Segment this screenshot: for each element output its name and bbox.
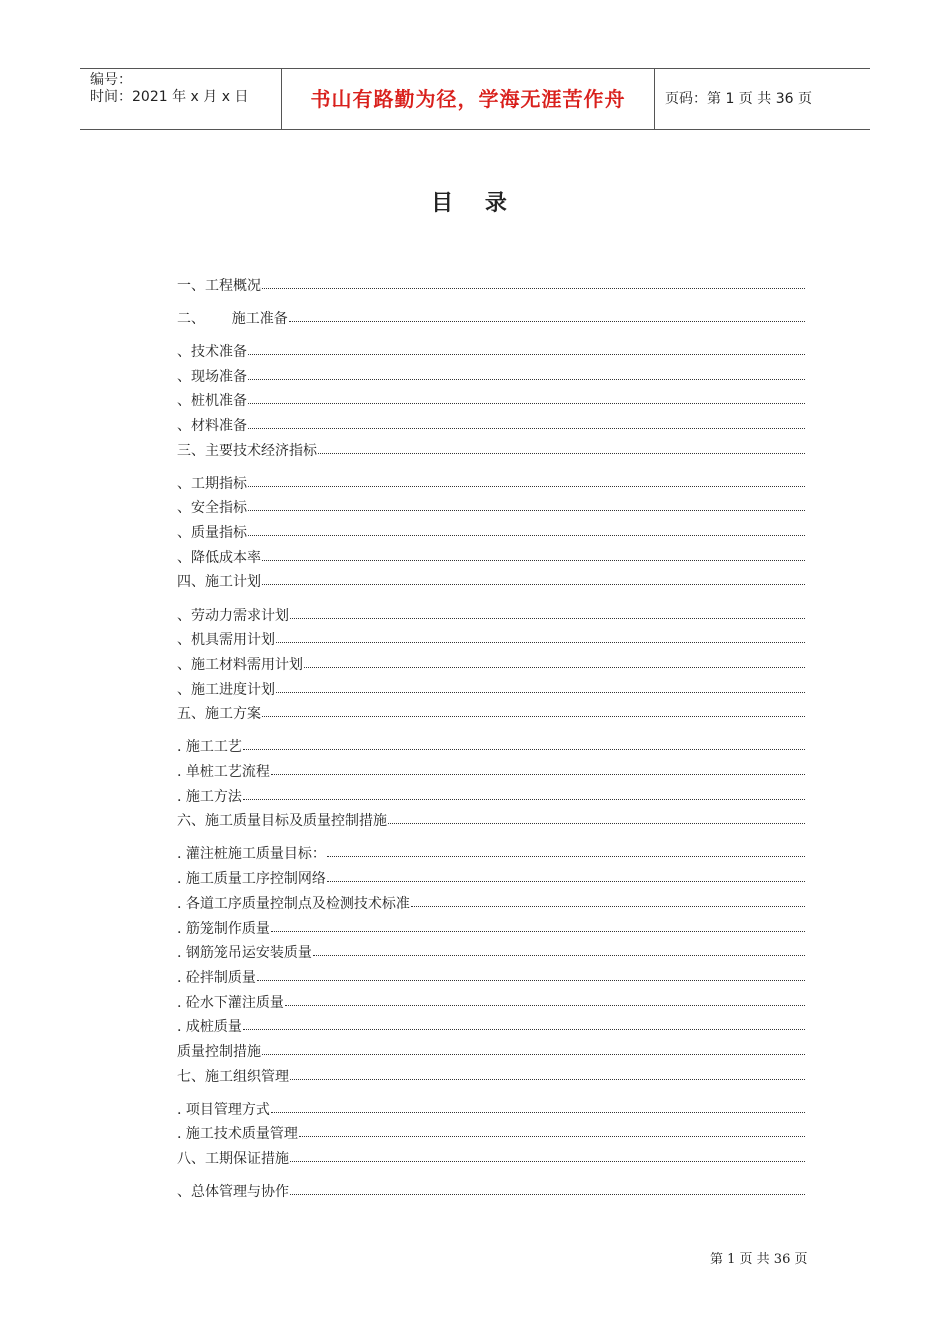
toc-entry[interactable] (177, 270, 805, 295)
toc-entry[interactable] (177, 1012, 805, 1037)
toc-entry[interactable] (177, 468, 805, 493)
toc-entry-text: 八、工期保证措施 (177, 1151, 289, 1168)
toc-leader-dots (271, 1111, 805, 1113)
toc-entry[interactable] (177, 863, 805, 888)
toc-leader-dots (313, 954, 805, 956)
toc-entry-text: . 成桩质量 (177, 1019, 242, 1036)
toc-entry-text: 、机具需用计划 (177, 632, 275, 649)
toc-entry[interactable] (177, 517, 805, 542)
toc-entry-text: . 砼水下灌注质量 (177, 994, 284, 1011)
toc-entry[interactable] (177, 1177, 805, 1202)
toc-leader-dots (299, 1135, 805, 1137)
toc-entry-text: . 施工工艺 (177, 739, 242, 756)
toc-entry[interactable] (177, 1094, 805, 1119)
toc-leader-dots (248, 509, 805, 511)
toc-entry-text: 五、施工方案 (177, 706, 261, 723)
toc-leader-dots (290, 1078, 805, 1080)
toc-entry[interactable] (177, 938, 805, 963)
toc-entry[interactable] (177, 386, 805, 411)
toc-entry-text: 三、主要技术经济指标 (177, 442, 317, 459)
number-label: 编号： (90, 72, 132, 88)
toc-entry[interactable] (177, 435, 805, 460)
toc-entry[interactable] (177, 913, 805, 938)
toc-leader-dots (327, 855, 805, 857)
toc-leader-dots (411, 905, 805, 907)
toc-entry[interactable] (177, 699, 805, 724)
toc-entry-text: 、材料准备 (177, 417, 247, 434)
toc-entry[interactable] (177, 781, 805, 806)
toc-entry-text: 、施工进度计划 (177, 681, 275, 698)
toc-entry-text: . 钢筋笼吊运安装质量 (177, 945, 312, 962)
toc-leader-dots (290, 617, 805, 619)
toc-entry[interactable] (177, 303, 805, 328)
toc-leader-dots (262, 1053, 805, 1055)
toc-leader-dots (289, 320, 805, 322)
toc-entry-text: 、工期指标 (177, 475, 247, 492)
toc-entry[interactable] (177, 493, 805, 518)
toc-entry[interactable] (177, 410, 805, 435)
toc-entry[interactable] (177, 1061, 805, 1086)
toc-entry[interactable] (177, 542, 805, 567)
toc-leader-dots (248, 353, 805, 355)
toc-entry-text: . 施工质量工序控制网络 (177, 871, 326, 888)
toc-leader-dots (248, 378, 805, 380)
toc-entry[interactable] (177, 888, 805, 913)
toc-entry[interactable] (177, 674, 805, 699)
toc-leader-dots (285, 1004, 805, 1006)
toc-leader-dots (262, 287, 805, 289)
toc-entry-text: 、降低成本率 (177, 549, 261, 566)
toc-leader-dots (262, 715, 805, 717)
toc-leader-dots (304, 666, 805, 668)
table-of-contents (177, 270, 805, 1201)
toc-entry[interactable] (177, 600, 805, 625)
toc-leader-dots (248, 427, 805, 429)
toc-entry[interactable] (177, 1119, 805, 1144)
toc-entry-text: 质量控制措施 (177, 1043, 261, 1060)
toc-entry[interactable] (177, 806, 805, 831)
toc-entry-text: 七、施工组织管理 (177, 1068, 289, 1085)
toc-entry[interactable] (177, 732, 805, 757)
toc-entry[interactable] (177, 567, 805, 592)
page-header (80, 68, 870, 130)
toc-leader-dots (248, 534, 805, 536)
toc-entry[interactable] (177, 649, 805, 674)
toc-entry-text: 、总体管理与协作 (177, 1184, 289, 1201)
toc-leader-dots (257, 979, 805, 981)
toc-entry-text: 一、工程概况 (177, 277, 261, 294)
toc-entry[interactable] (177, 756, 805, 781)
header-meta (90, 69, 280, 129)
toc-entry-text: 六、施工质量目标及质量控制措施 (177, 813, 387, 830)
toc-leader-dots (243, 798, 805, 800)
toc-entry-text: . 项目管理方式 (177, 1101, 270, 1118)
toc-entry-text: 、质量指标 (177, 525, 247, 542)
toc-entry[interactable] (177, 962, 805, 987)
toc-leader-dots (248, 402, 805, 404)
toc-entry-text: . 各道工序质量控制点及检测技术标准 (177, 895, 410, 912)
toc-leader-dots (318, 452, 805, 454)
toc-leader-dots (276, 691, 805, 693)
page-footer: 第 1 页 共 36 页 (710, 1252, 808, 1267)
toc-leader-dots (327, 880, 805, 882)
toc-entry-text: 、安全指标 (177, 500, 247, 517)
toc-entry-text: . 施工方法 (177, 788, 242, 805)
header-divider (654, 69, 655, 129)
toc-entry[interactable] (177, 361, 805, 386)
toc-entry[interactable] (177, 1036, 805, 1061)
header-page-info: 页码：第 1 页 共 36 页 (665, 91, 812, 107)
header-motto: 书山有路勤为径，学海无涯苦作舟 (310, 87, 626, 111)
time-label: 时间：2021 年 x 月 x 日 (90, 89, 249, 105)
toc-entry-text: 、现场准备 (177, 368, 247, 385)
toc-entry-text: . 施工技术质量管理 (177, 1126, 298, 1143)
toc-leader-dots (388, 822, 805, 824)
toc-leader-dots (248, 485, 805, 487)
toc-leader-dots (262, 559, 805, 561)
toc-entry[interactable] (177, 839, 805, 864)
toc-entry-text: 、施工材料需用计划 (177, 656, 303, 673)
toc-entry-text: . 筋笼制作质量 (177, 920, 270, 937)
toc-entry-text: . 单桩工艺流程 (177, 764, 270, 781)
page-title: 目 录 (431, 191, 519, 216)
toc-leader-dots (243, 1028, 805, 1030)
toc-entry[interactable] (177, 987, 805, 1012)
toc-entry[interactable] (177, 336, 805, 361)
toc-leader-dots (276, 641, 805, 643)
toc-entry-text: . 灌注桩施工质量目标： (177, 846, 326, 863)
toc-leader-dots (290, 1160, 805, 1162)
toc-leader-dots (290, 1193, 805, 1195)
toc-leader-dots (243, 748, 805, 750)
toc-entry-text: 、桩机准备 (177, 393, 247, 410)
toc-entry-text: 二、 施工准备 (177, 310, 288, 327)
toc-entry[interactable] (177, 1143, 805, 1168)
toc-entry-text: . 砼拌制质量 (177, 969, 256, 986)
toc-leader-dots (271, 930, 805, 932)
toc-leader-dots (262, 583, 805, 585)
toc-entry-text: 、技术准备 (177, 343, 247, 360)
toc-entry-text: 、劳动力需求计划 (177, 607, 289, 624)
toc-entry[interactable] (177, 625, 805, 650)
toc-entry-text: 四、施工计划 (177, 574, 261, 591)
toc-leader-dots (271, 773, 805, 775)
